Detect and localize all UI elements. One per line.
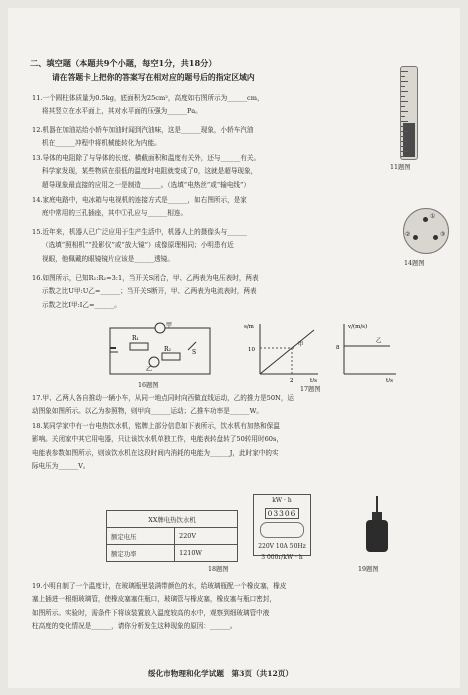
ruler-tick (401, 86, 405, 87)
question-line: 影响。关闭家中其它用电器，只让该饮水机单独工作，电能表转盘转了50转用时60s， (32, 435, 283, 444)
rated-voltage-value: 220V (175, 528, 238, 545)
question-line: 15.近年来，机器人已广泛应用于生产生活中，机器人上的摄像头与______ (32, 228, 247, 236)
hole-label-1: ① (430, 213, 436, 220)
ruler-tick (401, 71, 408, 72)
left-series-jia: 甲 (298, 342, 304, 348)
socket-hole-3 (433, 235, 438, 240)
question-line: 塞上插进一根细玻璃管，使橡皮塞塞住瓶口，玻璃管与橡皮塞，橡皮塞与瓶口密封， (32, 595, 276, 604)
question-line: 超导现象最直接的应用之一是制造______。（选填“电热丝”或“输电线”） (42, 180, 250, 189)
figure-19-caption: 19题图 (358, 566, 379, 573)
question-line: 11.一个圆柱体质量为0.5kg，底面积为25cm²，高度如右图所示为______cm， (32, 94, 264, 102)
question-line: 如图所示。实验时，需条件下将该装置放入温度较高的水中，观察到细玻璃管中液 (32, 608, 270, 617)
question-line: 示数之比U甲:U乙=______；当开关S断开，甲、乙两表为电流表时，两表 (42, 287, 257, 296)
question-line: 16.如图所示，已知R₁:R₂=3:1，当开关S闭合，甲、乙两表为电压表时，两表 (32, 274, 259, 282)
ruler-tick (401, 131, 408, 132)
meter-spec-2: 3 000r/kW · h (261, 554, 303, 561)
ruler-tick (401, 126, 405, 127)
nameplate-title: XX牌电热饮水机 (107, 511, 238, 528)
label-r2: R₂ (164, 346, 171, 353)
figure-16-caption: 16题图 (138, 382, 159, 389)
right-tick-8: 8 (336, 345, 340, 351)
ruler-tick (401, 116, 405, 117)
question-line: 机在______冲程中将机械能转化为内能。 (42, 139, 161, 148)
section-title: 二、填空题（本题共9个小题，每空1分，共18分） (30, 58, 217, 68)
ruler-tick (401, 111, 408, 112)
question-line: 将其竖立在水平面上，其对水平面的压强为______Pa。 (42, 107, 202, 116)
meter-reading: 03306 (265, 508, 300, 519)
left-x-label: t/s (310, 378, 317, 382)
figure-17-caption: 17题图 (300, 386, 321, 393)
question-line: 13.导体的电阻除了与导体的长度、横截面积和温度有关外，还与______有关。 (32, 154, 261, 162)
answer-instruction: 请在答题卡上把你的答案写在相对应的题号后的指定区域内 (52, 73, 255, 82)
ruler-tick (401, 136, 405, 137)
ruler-tick (401, 81, 408, 82)
ruler-tick (401, 101, 408, 102)
question-line: （选填“照相机”“投影仪”或“放大镜”）成像原理相同；小明患有近 (42, 241, 234, 250)
right-series-yi: 乙 (376, 338, 382, 344)
page-footer: 绥化市物理和化学试题 第3页（共12页） (148, 669, 293, 678)
question-line: 19.小明自制了一个温度计，在玻璃瓶里装满带颜色的水，给玻璃瓶配一个橡皮塞，橡皮 (32, 582, 287, 590)
hole-label-3: ③ (440, 231, 446, 238)
three-hole-socket-icon (403, 208, 449, 254)
question-line: 科学家发现，某些物质在很低的温度时电阻就变成了0，这就是超导现象， (42, 167, 258, 176)
figure-11-ruler (400, 66, 418, 160)
label-meter-jia: 甲 (166, 322, 173, 329)
question-line: 17.甲、乙两人各自推动一辆小车，从同一地点同时向西做直线运动，乙的推力是50N，运 (32, 394, 295, 402)
hole-label-2: ② (405, 231, 411, 238)
question-line: 柱高度的变化情况是______，请你分析发生这种现象的原因：______。 (32, 622, 237, 631)
left-y-label: s/m (244, 324, 254, 330)
ruler-tick (401, 76, 405, 77)
socket-hole-2 (413, 235, 418, 240)
figure-11-caption: 11题图 (390, 164, 411, 171)
question-line: 际电压为______V。 (32, 462, 90, 471)
label-meter-yi: 乙 (146, 366, 153, 373)
ruler-tick (401, 146, 405, 147)
question-line: 电能表参数如图所示，则该饮水机在这段时间内消耗的电能为______J，此时家中的实 (32, 448, 279, 457)
question-line: 示数之比I甲:I乙=______。 (42, 300, 121, 309)
question-line: 18.某同学家中有一台电热饮水机，铭牌上部分信息如下表所示，饮水机有加热和保温 (32, 422, 280, 430)
question-line: 动图象如图所示。以乙为参照物，则甲向______运动；乙推车功率是______W。 (32, 407, 263, 416)
right-x-label: t/s (386, 378, 393, 382)
question-line: 庭中常用的三孔插座，其中①孔应与______相连。 (42, 209, 188, 218)
bottle-thermometer-icon (362, 496, 392, 554)
exam-page (8, 8, 460, 688)
ruler-tick (401, 106, 405, 107)
ruler-tick (401, 156, 405, 157)
question-line: 12.机器在加油站给小轿车加油时闻到汽油味，这是______现象，小轿车汽油 (32, 126, 254, 134)
ruler-tick (401, 141, 408, 142)
nameplate-table (106, 510, 238, 562)
left-tick-2: 2 (290, 378, 294, 382)
ruler-tick (401, 121, 408, 122)
energy-meter (253, 494, 311, 561)
rated-power-label: 额定功率 (107, 545, 175, 562)
label-r1: R₁ (132, 335, 139, 342)
figure-14-caption: 14题图 (404, 260, 425, 267)
rated-power-value: 1210W (175, 545, 238, 562)
meter-disc-icon (260, 522, 304, 538)
question-line: 视眼，他佩戴的眼镜镜片应该是______透镜。 (42, 254, 174, 263)
ruler-tick (401, 91, 408, 92)
left-tick-10: 10 (248, 347, 255, 353)
rated-voltage-label: 额定电压 (107, 528, 175, 545)
figure-18-caption: 18题图 (208, 566, 229, 573)
figure-17-graphs (240, 320, 398, 382)
socket-hole-1 (423, 217, 428, 222)
label-switch: S (192, 349, 197, 356)
ruler-tick (401, 151, 408, 152)
meter-spec-1: 220V 10A 50Hz (258, 543, 306, 550)
figure-16-circuit (104, 320, 216, 378)
right-y-label: v/(m/s) (348, 324, 368, 330)
ruler-tick (401, 96, 405, 97)
meter-unit: kW · h (272, 497, 292, 504)
question-line: 14.家庭电路中，电冰箱与电视机的连接方式是______，如右图所示，是家 (32, 196, 247, 204)
